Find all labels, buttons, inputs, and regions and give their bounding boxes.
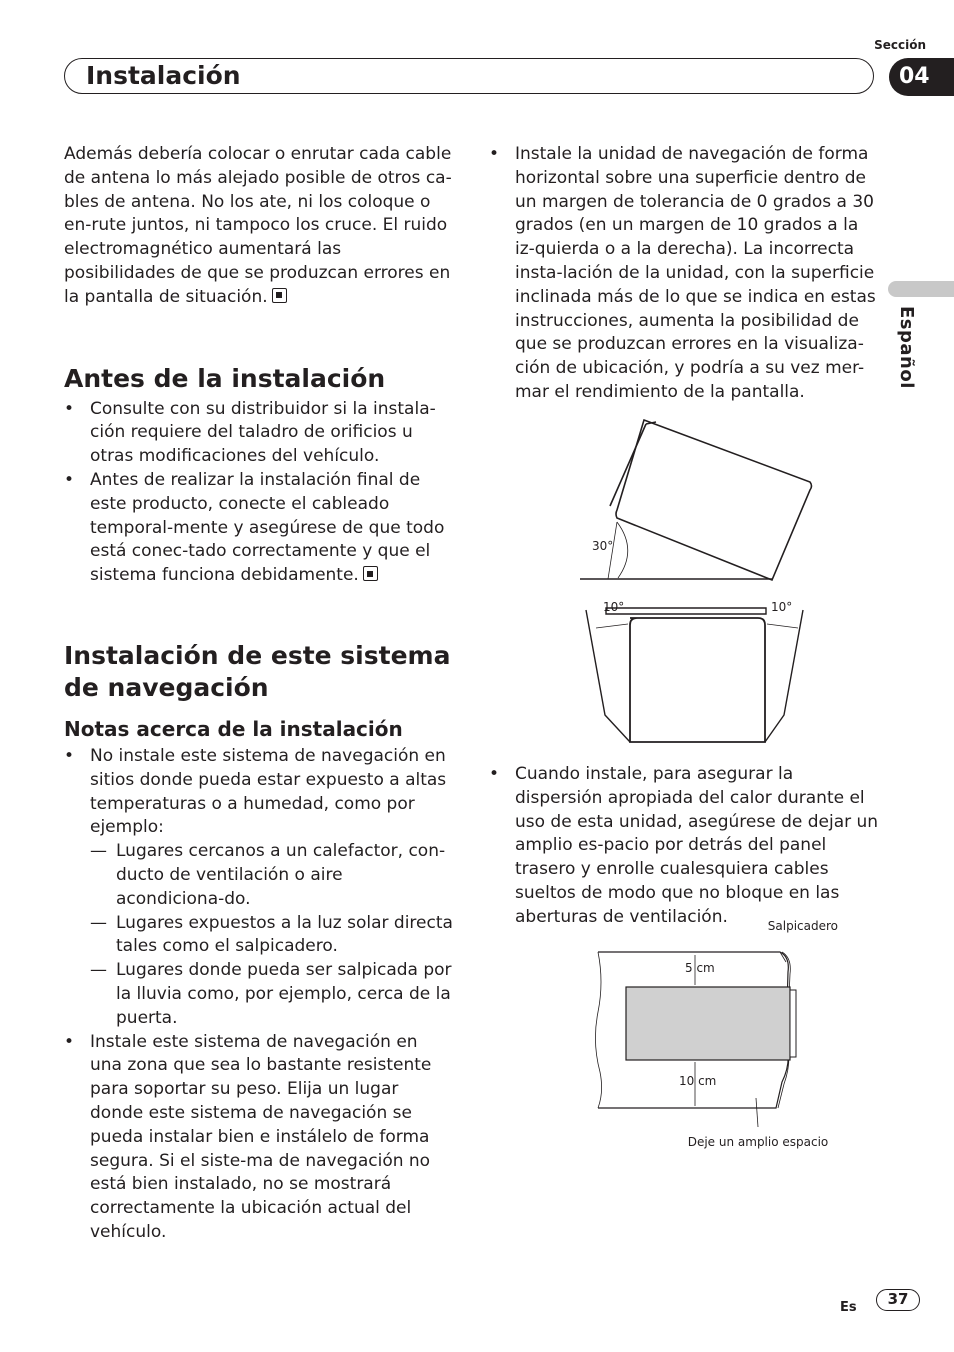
notes-sublist: [90, 840, 454, 1030]
list-item: • Instale este sistema de navegación en una zona que sea lo bastante resistente para soportar su peso. Elija un lugar donde este sistema de navegación se pueda instalar bien e instálelo de forma segura. Si el siste-ma de navegación no está bien instalado, no se mostrará correctamente la ubicación actual del vehículo.: [64, 1031, 454, 1245]
page-title: Instalación: [86, 61, 241, 90]
page-number: 37: [876, 1289, 920, 1311]
tilt-angle-label: 30°: [592, 539, 614, 553]
ventilation-space-diagram: [590, 912, 850, 1157]
subheading-notes: Notas acerca de la instalación: [64, 716, 403, 741]
dash-marker: —: [90, 912, 107, 933]
front-unit-illustration: [586, 608, 803, 742]
dash-marker: —: [90, 960, 107, 981]
tilted-unit-illustration: [610, 420, 812, 580]
installation-angle-diagram: [560, 410, 850, 755]
sub-list-item: [90, 840, 454, 911]
top-gap-label: 5 cm: [685, 961, 715, 975]
intro-paragraph: [64, 143, 454, 310]
right-column-top: [489, 143, 881, 405]
notes-list: [64, 745, 454, 1245]
sub-list-item-text: Lugares cercanos a un calefactor, con-ducto de ventilación o aire acondiciona-do.: [116, 841, 446, 909]
language-tab-marker: [888, 281, 954, 297]
dash-marker: —: [90, 841, 107, 862]
section-heading-install: Instalación de este sistema de navegación: [64, 640, 451, 702]
section-number-badge: 04: [889, 58, 954, 96]
sub-list-item-text: Lugares donde pueda ser salpicada por la lluvia como, por ejemplo, cerca de la puerta.: [116, 960, 452, 1028]
list-item-text: No instale este sistema de navegación en sitios donde pueda estar expuesto a altas temperaturas o a humedad, como por ejemplo:: [90, 745, 447, 838]
list-item: [64, 469, 454, 588]
left-tolerance-label: 10°: [603, 600, 625, 614]
intro-text: Además debería colocar o enrutar cada cable de antena lo más alejado posible de otros ca-bles de antena. No los ate, ni los coloque o en-rute juntos, ni tampoco los cruce. El ruido electromagnético aumentará las posibilidades de que se produzcan errores en la pantalla de situación.: [64, 144, 452, 307]
sub-list-item: [90, 959, 454, 1030]
end-of-section-icon: [272, 288, 287, 303]
list-item: [64, 745, 454, 1031]
language-tab-label: Español: [896, 306, 917, 389]
section-label: Sección: [874, 38, 926, 52]
section-heading-before: Antes de la instalación: [64, 363, 386, 393]
left-column: [64, 143, 454, 1245]
dashboard-label: Salpicadero: [767, 919, 838, 933]
heat-list: [489, 763, 881, 930]
list-item: • Cuando instale, para asegurar la dispersión apropiada del calor durante el uso de esta unidad, asegúrese de dejar un amplio es-pacio por detrás del panel trasero y enrolle cualesquiera cables sueltos de modo que no bloque en las aberturas de ventilación.: [489, 763, 881, 930]
sub-list-item-text: Lugares expuestos a la luz solar directa tales como el salpicadero.: [116, 912, 453, 957]
right-tolerance-label: 10°: [771, 600, 793, 614]
list-item-text: Antes de realizar la instalación final de este producto, conecte el cableado temporal-mente y asegúrese de que todo está conec-tado correctamente y que el sistema funciona debidamente.: [90, 469, 445, 586]
list-item: • Instale la unidad de navegación de forma horizontal sobre una superficie dentro de un margen de tolerancia de 0 grados a 30 grados (en un margen de 10 grados a la iz-quierda o a la derecha). La incorrecta insta-lación de la unidad, con la superficie inclinada más de lo que se indica en estas instrucciones, aumenta la posibilidad de que se produzcan errores en la visualiza-ción de ubicación, y podría a su vez mer-mar el rendimiento de la pantalla.: [489, 143, 881, 405]
right-column-bottom: [489, 763, 881, 930]
before-list: [64, 398, 454, 588]
sub-list-item: [90, 912, 454, 960]
space-label: Deje un amplio espacio: [687, 1135, 829, 1149]
angle-list: [489, 143, 881, 405]
unit-box: [626, 987, 790, 1060]
footer-language: Es: [840, 1300, 857, 1315]
bottom-gap-label: 10 cm: [679, 1074, 717, 1088]
end-of-section-icon: [363, 566, 378, 581]
list-item: • Consulte con su distribuidor si la instala-ción requiere del taladro de orificios u otras modificaciones del vehículo.: [64, 398, 454, 469]
